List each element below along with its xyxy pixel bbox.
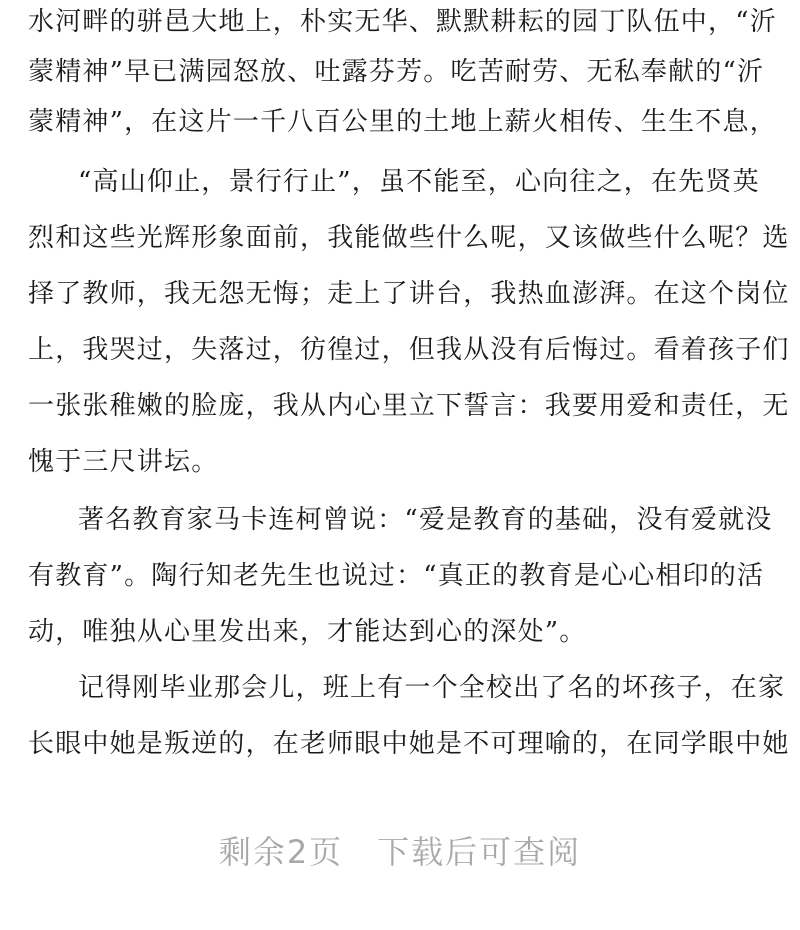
text-line: 长眼中她是叛逆的，在老师眼中她是不可理喻的，在同学眼中她	[28, 729, 790, 759]
text-line: 记得刚毕业那会儿，班上有一个全校出了名的坏孩子，在家	[78, 673, 786, 703]
text-line: 愧于三尺讲坛。	[28, 447, 219, 477]
text-line: 有教育”。陶行知老先生也说过：“真正的教育是心心相印的活	[28, 561, 765, 591]
text-line: 烈和这些光辉形象面前，我能做些什么呢，又该做些什么呢？选	[28, 223, 790, 253]
text-line: 水河畔的骈邑大地上，朴实无华、默默耕耘的园丁队伍中，“沂	[28, 7, 777, 37]
text-line: 蒙精神”早已满园怒放、吐露芬芳。吃苦耐劳、无私奉献的“沂	[28, 57, 765, 87]
text-line: 上，我哭过，失落过，彷徨过，但我从没有后悔过。看着孩子们	[28, 335, 790, 365]
text-line: 动，唯独从心里发出来，才能达到心的深处”。	[28, 617, 587, 647]
download-remaining-pages-notice[interactable]: 剩余2页 下载后可查阅	[218, 833, 582, 871]
text-line: 著名教育家马卡连柯曾说：“爱是教育的基础，没有爱就没	[78, 505, 773, 535]
text-line: “高山仰止，景行行止”，虽不能至，心向往之，在先贤英	[78, 167, 760, 197]
text-line: 一张张稚嫩的脸庞，我从内心里立下誓言：我要用爱和责任，无	[28, 391, 790, 421]
text-line: 择了教师，我无怨无悔；走上了讲台，我热血澎湃。在这个岗位	[28, 279, 790, 309]
text-line: 蒙精神”，在这片一千八百公里的土地上薪火相传、生生不息，	[28, 107, 777, 137]
